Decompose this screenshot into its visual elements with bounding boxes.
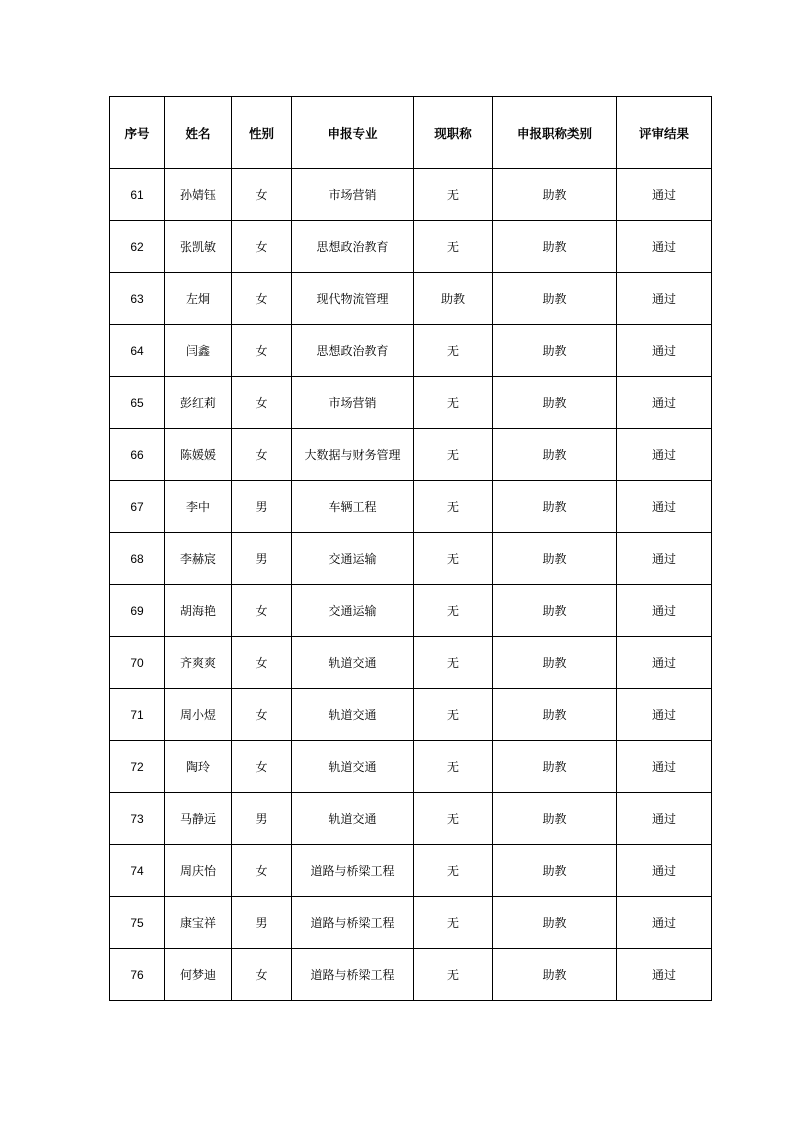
cell-major: 轨道交通 xyxy=(292,793,414,845)
review-results-table xyxy=(109,96,712,1001)
cell-no: 66 xyxy=(110,429,165,481)
cell-apply-type: 助教 xyxy=(493,377,617,429)
table-row xyxy=(110,169,712,221)
cell-major: 道路与桥梁工程 xyxy=(292,949,414,1001)
cell-no: 69 xyxy=(110,585,165,637)
cell-no: 61 xyxy=(110,169,165,221)
cell-current-title: 无 xyxy=(414,949,493,1001)
cell-result: 通过 xyxy=(617,793,712,845)
cell-result: 通过 xyxy=(617,429,712,481)
cell-current-title: 无 xyxy=(414,845,493,897)
table-row xyxy=(110,481,712,533)
cell-no: 75 xyxy=(110,897,165,949)
header-apply-type: 申报职称类别 xyxy=(493,97,617,169)
table-row xyxy=(110,273,712,325)
cell-result: 通过 xyxy=(617,637,712,689)
cell-gender: 女 xyxy=(232,221,292,273)
cell-current-title: 无 xyxy=(414,585,493,637)
cell-name: 陈媛媛 xyxy=(165,429,232,481)
cell-gender: 女 xyxy=(232,949,292,1001)
cell-apply-type: 助教 xyxy=(493,533,617,585)
table-row xyxy=(110,845,712,897)
cell-result: 通过 xyxy=(617,585,712,637)
cell-no: 73 xyxy=(110,793,165,845)
header-gender: 性别 xyxy=(232,97,292,169)
cell-name: 周小煜 xyxy=(165,689,232,741)
cell-apply-type: 助教 xyxy=(493,221,617,273)
cell-name: 康宝祥 xyxy=(165,897,232,949)
header-result: 评审结果 xyxy=(617,97,712,169)
cell-major: 道路与桥梁工程 xyxy=(292,845,414,897)
cell-name: 左炯 xyxy=(165,273,232,325)
cell-major: 市场营销 xyxy=(292,377,414,429)
table-row xyxy=(110,793,712,845)
cell-major: 轨道交通 xyxy=(292,689,414,741)
cell-apply-type: 助教 xyxy=(493,481,617,533)
cell-apply-type: 助教 xyxy=(493,845,617,897)
table-row xyxy=(110,689,712,741)
cell-current-title: 无 xyxy=(414,429,493,481)
cell-name: 齐爽爽 xyxy=(165,637,232,689)
cell-current-title: 无 xyxy=(414,377,493,429)
cell-result: 通过 xyxy=(617,533,712,585)
cell-current-title: 无 xyxy=(414,169,493,221)
cell-gender: 男 xyxy=(232,897,292,949)
cell-major: 车辆工程 xyxy=(292,481,414,533)
cell-major: 轨道交通 xyxy=(292,741,414,793)
cell-current-title: 无 xyxy=(414,533,493,585)
table-row xyxy=(110,741,712,793)
cell-name: 胡海艳 xyxy=(165,585,232,637)
cell-current-title: 无 xyxy=(414,325,493,377)
cell-result: 通过 xyxy=(617,377,712,429)
cell-apply-type: 助教 xyxy=(493,949,617,1001)
cell-gender: 女 xyxy=(232,845,292,897)
cell-no: 68 xyxy=(110,533,165,585)
cell-major: 道路与桥梁工程 xyxy=(292,897,414,949)
cell-current-title: 无 xyxy=(414,481,493,533)
cell-name: 陶玲 xyxy=(165,741,232,793)
cell-no: 71 xyxy=(110,689,165,741)
cell-gender: 女 xyxy=(232,585,292,637)
header-no: 序号 xyxy=(110,97,165,169)
cell-current-title: 无 xyxy=(414,689,493,741)
cell-apply-type: 助教 xyxy=(493,429,617,481)
header-name: 姓名 xyxy=(165,97,232,169)
cell-no: 76 xyxy=(110,949,165,1001)
cell-gender: 男 xyxy=(232,533,292,585)
cell-apply-type: 助教 xyxy=(493,325,617,377)
cell-result: 通过 xyxy=(617,741,712,793)
cell-major: 思想政治教育 xyxy=(292,325,414,377)
cell-apply-type: 助教 xyxy=(493,637,617,689)
cell-gender: 女 xyxy=(232,741,292,793)
cell-major: 现代物流管理 xyxy=(292,273,414,325)
cell-no: 72 xyxy=(110,741,165,793)
cell-apply-type: 助教 xyxy=(493,273,617,325)
cell-major: 大数据与财务管理 xyxy=(292,429,414,481)
cell-apply-type: 助教 xyxy=(493,741,617,793)
cell-major: 思想政治教育 xyxy=(292,221,414,273)
cell-major: 交通运输 xyxy=(292,533,414,585)
cell-gender: 男 xyxy=(232,481,292,533)
cell-current-title: 无 xyxy=(414,897,493,949)
cell-result: 通过 xyxy=(617,169,712,221)
cell-result: 通过 xyxy=(617,689,712,741)
header-major: 申报专业 xyxy=(292,97,414,169)
cell-no: 64 xyxy=(110,325,165,377)
table-body xyxy=(110,169,712,1001)
table-row xyxy=(110,637,712,689)
cell-name: 周庆怡 xyxy=(165,845,232,897)
cell-name: 李中 xyxy=(165,481,232,533)
cell-result: 通过 xyxy=(617,897,712,949)
cell-result: 通过 xyxy=(617,845,712,897)
cell-apply-type: 助教 xyxy=(493,689,617,741)
cell-gender: 女 xyxy=(232,429,292,481)
cell-name: 马静远 xyxy=(165,793,232,845)
cell-result: 通过 xyxy=(617,221,712,273)
cell-name: 李赫宸 xyxy=(165,533,232,585)
table-header-row xyxy=(110,97,712,169)
cell-major: 市场营销 xyxy=(292,169,414,221)
cell-no: 67 xyxy=(110,481,165,533)
cell-gender: 男 xyxy=(232,793,292,845)
cell-major: 交通运输 xyxy=(292,585,414,637)
table-row xyxy=(110,377,712,429)
cell-gender: 女 xyxy=(232,325,292,377)
cell-gender: 女 xyxy=(232,637,292,689)
table-row xyxy=(110,897,712,949)
cell-result: 通过 xyxy=(617,325,712,377)
cell-gender: 女 xyxy=(232,377,292,429)
cell-no: 63 xyxy=(110,273,165,325)
header-current-title: 现职称 xyxy=(414,97,493,169)
cell-apply-type: 助教 xyxy=(493,793,617,845)
cell-gender: 女 xyxy=(232,689,292,741)
cell-gender: 女 xyxy=(232,169,292,221)
cell-name: 何梦迪 xyxy=(165,949,232,1001)
cell-result: 通过 xyxy=(617,481,712,533)
table-row xyxy=(110,949,712,1001)
cell-name: 张凯敏 xyxy=(165,221,232,273)
table-row xyxy=(110,221,712,273)
cell-apply-type: 助教 xyxy=(493,169,617,221)
cell-no: 62 xyxy=(110,221,165,273)
cell-no: 65 xyxy=(110,377,165,429)
cell-current-title: 无 xyxy=(414,221,493,273)
cell-result: 通过 xyxy=(617,273,712,325)
table-row xyxy=(110,325,712,377)
table-row xyxy=(110,585,712,637)
cell-result: 通过 xyxy=(617,949,712,1001)
cell-current-title: 助教 xyxy=(414,273,493,325)
cell-current-title: 无 xyxy=(414,637,493,689)
cell-major: 轨道交通 xyxy=(292,637,414,689)
cell-gender: 女 xyxy=(232,273,292,325)
table-row xyxy=(110,429,712,481)
cell-name: 孙婧钰 xyxy=(165,169,232,221)
cell-current-title: 无 xyxy=(414,793,493,845)
cell-name: 闫鑫 xyxy=(165,325,232,377)
cell-no: 70 xyxy=(110,637,165,689)
cell-name: 彭红莉 xyxy=(165,377,232,429)
cell-apply-type: 助教 xyxy=(493,585,617,637)
cell-current-title: 无 xyxy=(414,741,493,793)
table-row xyxy=(110,533,712,585)
cell-apply-type: 助教 xyxy=(493,897,617,949)
cell-no: 74 xyxy=(110,845,165,897)
